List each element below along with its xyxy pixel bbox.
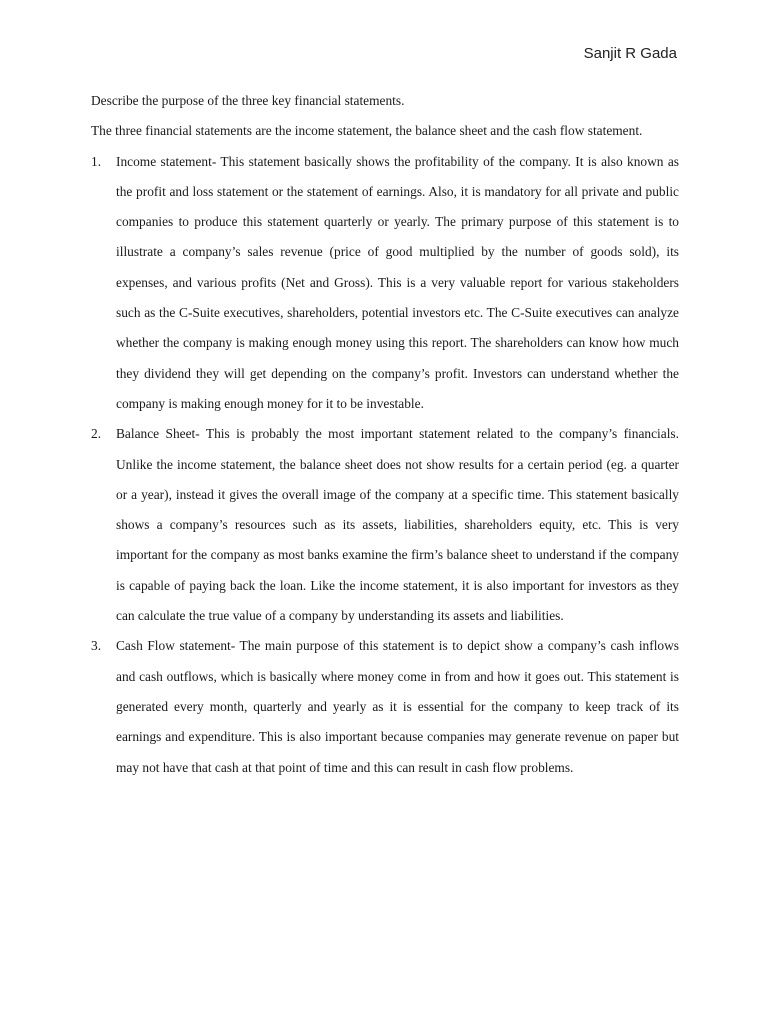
document-body xyxy=(91,86,679,783)
list-item-text: Income statement- This statement basically shows the profitability of the company. It is also known as the profit and loss statement or the statement of earnings. Also, it is mandatory for all private and public companies to produce this statement quarterly or yearly. The primary purpose of this statement is to illustrate a company’s sales revenue (price of good multiplied by the number of goods sold), its expenses, and various profits (Net and Gross). This is a very valuable report for various stakeholders such as the C-Suite executives, shareholders, potential investors etc. The C-Suite executives can analyze whether the company is making enough money using this report. The shareholders can know how much they dividend they will get depending on the company’s profit. Investors can understand whether the company is making enough money for it to be investable. xyxy=(116,153,679,411)
question-paragraph: Describe the purpose of the three key financial statements. xyxy=(91,93,405,108)
list-item-text: Balance Sheet- This is probably the most important statement related to the company’s financials. Unlike the income statement, the balance sheet does not show results for a certain period (eg. a quarter or a year), instead it gives the overall image of the company at a specific time. This statement basically shows a company’s resources such as its assets, liabilities, shareholders equity, etc. This is very important for the company as most banks examine the firm’s balance sheet to understand if the company is capable of paying back the loan. Like the income statement, it is also important for investors as they can calculate the true value of a company by understanding its assets and liabilities. xyxy=(116,426,679,624)
list-number: 1. xyxy=(91,153,102,169)
list-number: 2. xyxy=(91,426,102,442)
statements-list xyxy=(91,147,679,783)
author-name: Sanjit R Gada xyxy=(583,45,677,62)
list-item-balance-sheet xyxy=(91,419,679,631)
intro-paragraph: The three financial statements are the income statement, the balance sheet and the cash flow statement. xyxy=(91,123,643,139)
list-item-income-statement xyxy=(91,147,679,420)
list-item-cash-flow-statement xyxy=(91,631,679,782)
list-item-text: Cash Flow statement- The main purpose of this statement is to depict show a company’s cash inflows and cash outflows, which is basically where money come in from and how it goes out. This statement is generated every month, quarterly and yearly as it is essential for the company to keep track of its earnings and expenditure. This is also important because companies may generate revenue on paper but may not have that cash at that point of time and this can result in cash flow problems. xyxy=(116,638,679,775)
list-number: 3. xyxy=(91,638,102,654)
